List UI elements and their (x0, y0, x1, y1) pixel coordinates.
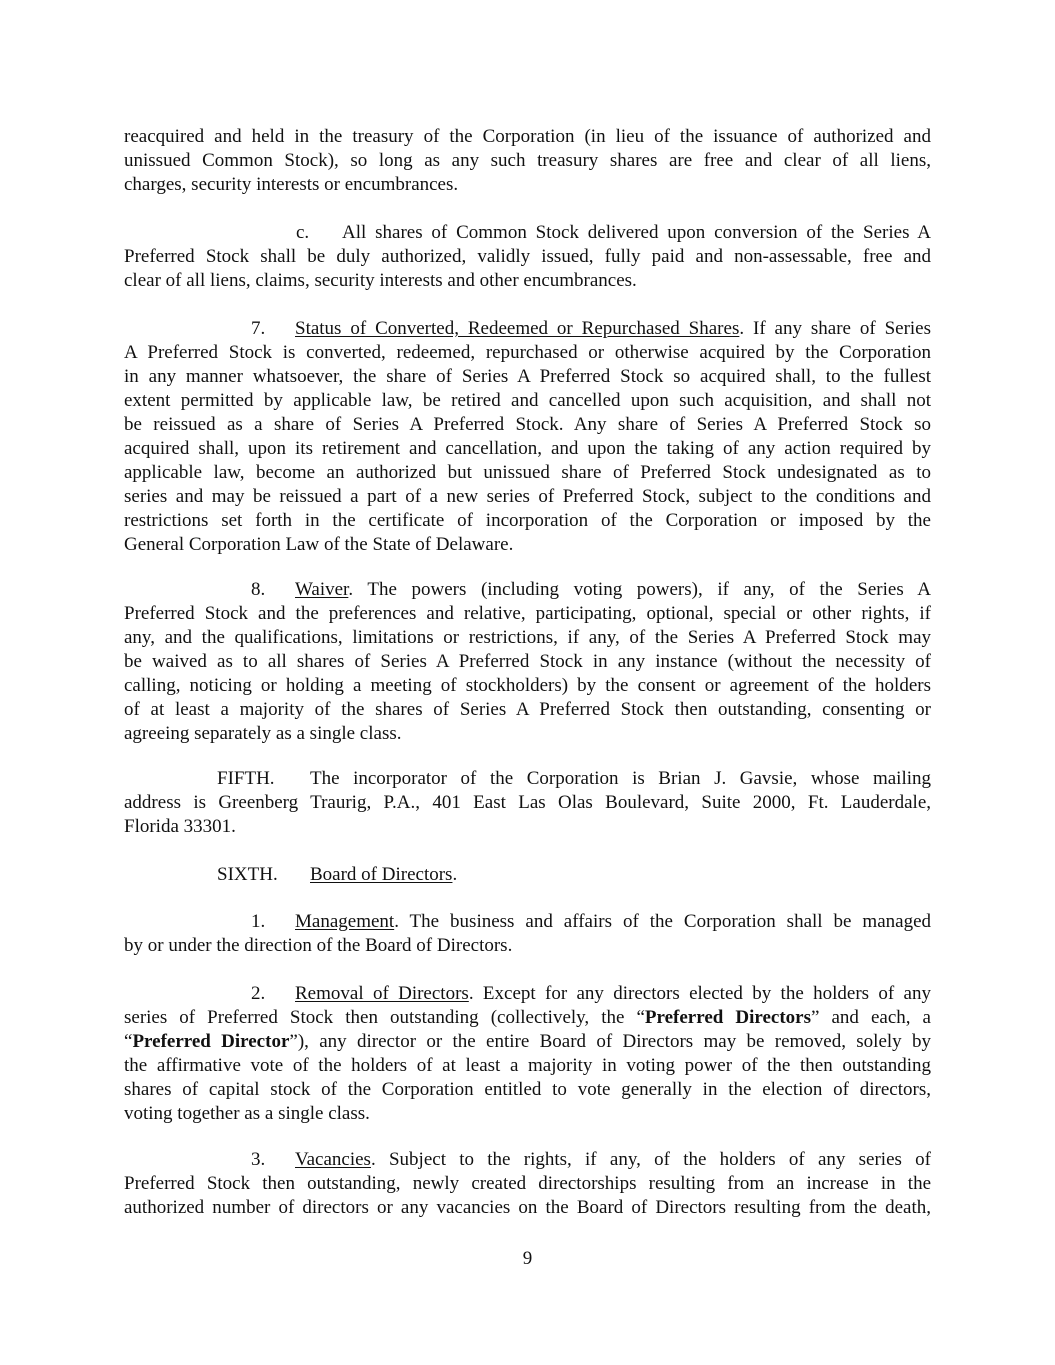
paragraph-first-text: All shares of Common Stock delivered upon conversion of the Series A (342, 222, 931, 243)
article-first-text: The incorporator of the Corporation is Brian J. Gavsie, whose mailing (310, 768, 931, 789)
section-number: 7. (251, 318, 266, 339)
text-line: the affirmative vote of the holders of at least a majority in voting power of the then outstanding (124, 1055, 931, 1076)
section-first-text: . If any share of Series (739, 318, 931, 339)
text-line-first (124, 578, 931, 602)
text-run: ”), any director or the entire Board of Directors may be removed, solely by (289, 1031, 931, 1052)
text-line-first (124, 863, 931, 887)
text-line: charges, security interests or encumbrances. (124, 174, 459, 195)
article-label: FIFTH. (217, 768, 275, 789)
text-line: Florida 33301. (124, 816, 236, 837)
text-run: “ (124, 1031, 133, 1052)
text-line: be waived as to all shares of Series A Preferred Stock in any instance (without the necessity of (124, 651, 931, 672)
text-line-first (124, 1148, 931, 1172)
text-line: Preferred Stock shall be duly authorized, validly issued, fully paid and non-assessable, free and (124, 246, 931, 267)
sixth-section-1 (124, 910, 931, 958)
text-line-first (124, 317, 931, 341)
text-line: of at least a majority of the shares of Series A Preferred Stock then outstanding, consenting or (124, 699, 931, 720)
text-line: General Corporation Law of the State of Delaware. (124, 534, 514, 555)
section-number: 2. (251, 983, 266, 1004)
sixth-section-3 (124, 1148, 931, 1220)
text-line: calling, noticing or holding a meeting of stockholders) by the consent or agreement of the holders (124, 675, 931, 696)
text-line: series and may be reissued a part of a new series of Preferred Stock, subject to the conditions and (124, 486, 931, 507)
text-line (124, 1030, 931, 1054)
section-number: 1. (251, 911, 266, 932)
text-line: Preferred Stock and the preferences and relative, participating, optional, special or other rights, if (124, 603, 931, 624)
page-number: 9 (522, 1248, 533, 1269)
text-line: restrictions set forth in the certificate of incorporation of the Corporation or imposed by the (124, 510, 931, 531)
text-run: ” and each, a (811, 1007, 931, 1028)
defined-term: Preferred Director (132, 1031, 290, 1052)
article-heading: Board of Directors (310, 864, 453, 885)
section-first-text: . The business and affairs of the Corporation shall be managed (394, 911, 931, 932)
section-heading: Status of Converted, Redeemed or Repurchased Shares (295, 318, 740, 339)
paragraph-label: c. (296, 222, 310, 243)
text-line: shares of capital stock of the Corporation entitled to vote generally in the election of directors, (124, 1079, 931, 1100)
text-line: be reissued as a share of Series A Preferred Stock. Any share of Series A Preferred Stock so (124, 414, 931, 435)
text-line: clear of all liens, claims, security interests and other encumbrances. (124, 270, 637, 291)
section-heading: Management (295, 911, 395, 932)
article-sixth (124, 863, 931, 887)
section-first-text: . Except for any directors elected by the holders of any (468, 983, 931, 1004)
section-heading: Removal of Directors (295, 983, 469, 1004)
defined-term: Preferred Directors (644, 1007, 811, 1028)
text-line: agreeing separately as a single class. (124, 723, 402, 744)
text-line: any, and the qualifications, limitations or restrictions, if any, of the Series A Preferred Stock may (124, 627, 931, 648)
section-first-text: . Subject to the rights, if any, of the holders of any series of (370, 1149, 931, 1170)
section-heading: Vacancies (295, 1149, 371, 1170)
section-heading: Waiver (295, 579, 349, 600)
section-number: 8. (251, 579, 266, 600)
text-line: by or under the direction of the Board of Directors. (124, 935, 513, 956)
text-run: series of Preferred Stock then outstanding (collectively, the “ (124, 1007, 645, 1028)
paragraph-c (124, 221, 931, 293)
text-line: A Preferred Stock is converted, redeemed, repurchased or otherwise acquired by the Corporation (124, 342, 931, 363)
text-line-first (124, 982, 931, 1006)
text-line: Preferred Stock then outstanding, newly created directorships resulting from an increase in the (124, 1173, 931, 1194)
section-7 (124, 317, 931, 557)
text-line-first (124, 767, 931, 791)
text-line-first (124, 910, 931, 934)
text-line: in any manner whatsoever, the share of Series A Preferred Stock so acquired shall, to the fullest (124, 366, 931, 387)
text-line (124, 1006, 931, 1030)
text-line: authorized number of directors or any vacancies on the Board of Directors resulting from the death, (124, 1197, 931, 1218)
text-line: unissued Common Stock), so long as any such treasury shares are free and clear of all liens, (124, 150, 931, 171)
section-8 (124, 578, 931, 746)
sixth-section-2 (124, 982, 931, 1126)
text-line: acquired shall, upon its retirement and cancellation, and upon the taking of any action required by (124, 438, 931, 459)
text-line: voting together as a single class. (124, 1103, 370, 1124)
article-heading-tail: . (452, 864, 458, 885)
section-first-text: . The powers (including voting powers), if any, of the Series A (348, 579, 931, 600)
article-label: SIXTH. (217, 864, 278, 885)
section-number: 3. (251, 1149, 266, 1170)
paragraph-intro (124, 125, 931, 197)
text-line-first (124, 221, 931, 245)
text-line: address is Greenberg Traurig, P.A., 401 East Las Olas Boulevard, Suite 2000, Ft. Lauderdale, (124, 792, 931, 813)
text-line: reacquired and held in the treasury of the Corporation (in lieu of the issuance of authorized and (124, 126, 931, 147)
text-line: applicable law, become an authorized but unissued share of Preferred Stock undesignated as to (124, 462, 931, 483)
article-fifth (124, 767, 931, 839)
text-line: extent permitted by applicable law, be retired and cancelled upon such acquisition, and shall not (124, 390, 931, 411)
